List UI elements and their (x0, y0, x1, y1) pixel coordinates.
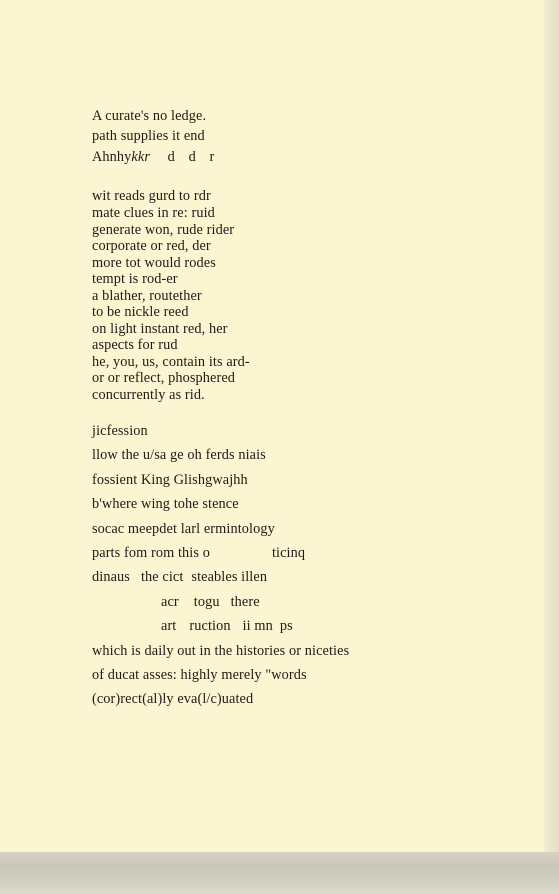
stanza-3-line-10: which is daily out in the histories or niceties (92, 643, 350, 659)
stanza-2-line-3: generate won, rude rider (92, 222, 235, 238)
stanza-2-line-7: a blather, routether (92, 288, 202, 304)
stanza-2-line-9: on light instant red, her (92, 321, 228, 337)
stanza-3-line-11: of ducat asses: highly merely "words (92, 667, 307, 683)
stanza-3-line-12: (cor)rect(al)ly eva(l/c)uated (92, 691, 254, 707)
stanza-3-line-5: socac meepdet larl ermintology (92, 521, 275, 537)
stanza-2-line-6: tempt is rod-er (92, 271, 178, 287)
stanza-3-line-6: parts fom rom this o ticinq (92, 545, 306, 561)
stanza-2-line-12: or or reflect, phosphered (92, 370, 236, 386)
poem-line-1: A curate's no ledge. (92, 108, 207, 124)
stanza-2-line-1: wit reads gurd to rdr (92, 188, 211, 204)
stanza-2-line-13: concurrently as rid. (92, 387, 205, 403)
page-edge (544, 0, 559, 862)
poem-line-3: Ahnhykkr d d r (92, 149, 215, 165)
stanza-2-line-11: he, you, us, contain its ard- (92, 354, 250, 370)
stanza-2-line-8: to be nickle reed (92, 304, 189, 320)
stanza-3-line-7: dinaus the cict steables illen (92, 569, 268, 585)
page-bottom-shadow (0, 852, 559, 894)
poem-line-2: path supplies it end (92, 128, 205, 144)
stanza-3-line-9: art ruction ii mn ps (161, 618, 293, 634)
stanza-3-line-3: fossient King Glishgwajhh (92, 472, 248, 488)
stanza-3-line-1: jicfession (92, 423, 148, 439)
stanza-3-line-8: acr togu there (161, 594, 260, 610)
stanza-2-line-4: corporate or red, der (92, 238, 211, 254)
stanza-2-line-10: aspects for rud (92, 337, 178, 353)
stanza-2-line-5: more tot would rodes (92, 255, 216, 271)
stanza-3-line-4: b'where wing tohe stence (92, 496, 239, 512)
stanza-3-line-2: llow the u/sa ge oh ferds niais (92, 447, 266, 463)
stanza-2-line-2: mate clues in re: ruid (92, 205, 215, 221)
